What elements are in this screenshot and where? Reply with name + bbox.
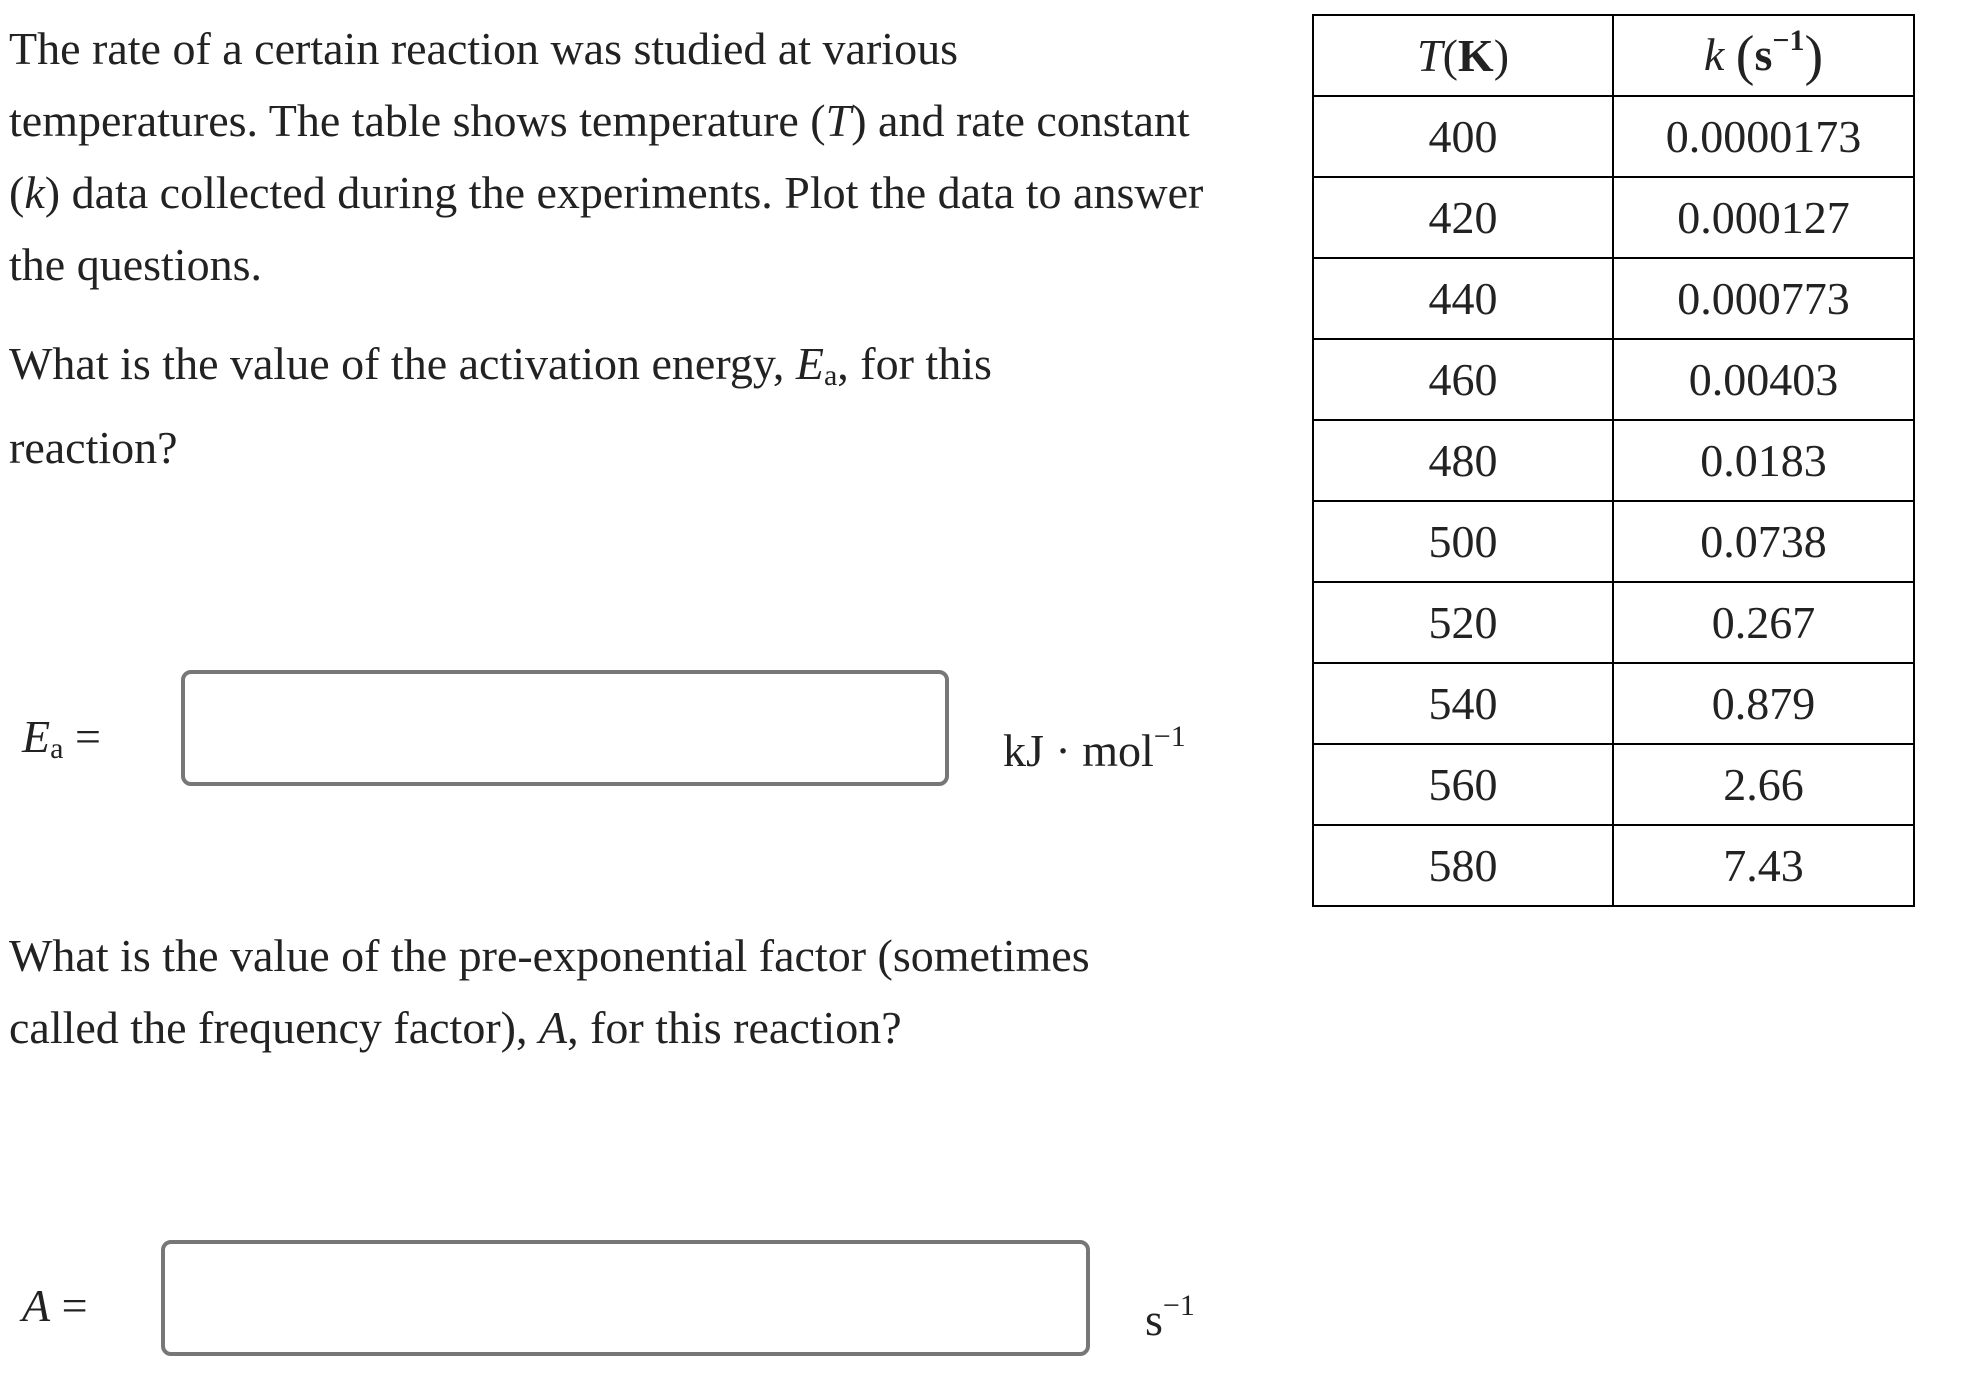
table-row bbox=[1313, 96, 1914, 177]
pre-exponential-factor-input[interactable] bbox=[161, 1240, 1090, 1356]
ea-question-text-2: , for this reaction? bbox=[9, 338, 992, 473]
intro-k-symbol: k bbox=[24, 167, 45, 218]
table-row bbox=[1313, 744, 1914, 825]
pre-exponential-question bbox=[9, 920, 1209, 1064]
cell-temperature: 520 bbox=[1313, 582, 1613, 663]
ea-question-symbol: E bbox=[795, 338, 824, 389]
cell-rate-constant: 0.00403 bbox=[1613, 339, 1914, 420]
ea-unit-superscript: −1 bbox=[1153, 720, 1186, 753]
header-t-unit: K bbox=[1457, 30, 1494, 81]
a-unit bbox=[1145, 1276, 1195, 1350]
cell-rate-constant: 0.267 bbox=[1613, 582, 1914, 663]
ea-unit-text: kJ · mol bbox=[1003, 725, 1154, 776]
ea-equals-sign: = bbox=[74, 711, 101, 762]
intro-text-3: ) data collected during the experiments. Plot the data to answer the questions. bbox=[9, 167, 1204, 290]
table-row bbox=[1313, 177, 1914, 258]
activation-energy-input[interactable] bbox=[181, 670, 949, 786]
cell-temperature: 480 bbox=[1313, 420, 1613, 501]
a-question-text-1: What is the value of the pre-exponential factor (sometimes called the frequency factor), bbox=[9, 930, 1090, 1053]
table-row bbox=[1313, 501, 1914, 582]
ea-label bbox=[22, 707, 101, 779]
cell-temperature: 540 bbox=[1313, 663, 1613, 744]
header-rate-constant bbox=[1613, 15, 1914, 96]
intro-text-1: The rate of a certain reaction was studied at various temperatures. The table shows temperature ( bbox=[9, 23, 958, 146]
a-equals-sign: = bbox=[61, 1280, 88, 1331]
header-k-symbol: k bbox=[1703, 28, 1725, 80]
cell-rate-constant: 0.000773 bbox=[1613, 258, 1914, 339]
table-row bbox=[1313, 258, 1914, 339]
cell-rate-constant: 0.0183 bbox=[1613, 420, 1914, 501]
table-row bbox=[1313, 825, 1914, 906]
a-question-symbol: A bbox=[538, 1002, 568, 1053]
cell-temperature: 500 bbox=[1313, 501, 1613, 582]
header-k-unit-superscript: −1 bbox=[1772, 23, 1805, 57]
cell-rate-constant: 0.879 bbox=[1613, 663, 1914, 744]
intro-paragraph bbox=[9, 13, 1209, 301]
table-row bbox=[1313, 339, 1914, 420]
cell-rate-constant: 2.66 bbox=[1613, 744, 1914, 825]
table-row bbox=[1313, 420, 1914, 501]
cell-temperature: 400 bbox=[1313, 96, 1613, 177]
header-t-open-paren: ( bbox=[1442, 30, 1458, 81]
intro-text-2: ) and rate constant ( bbox=[9, 95, 1190, 218]
a-label-symbol: A bbox=[22, 1280, 51, 1331]
cell-temperature: 420 bbox=[1313, 177, 1613, 258]
header-t-symbol: T bbox=[1416, 30, 1443, 81]
header-k-close-paren: ) bbox=[1804, 24, 1824, 87]
cell-temperature: 560 bbox=[1313, 744, 1613, 825]
header-t-close-paren: ) bbox=[1493, 30, 1510, 81]
cell-temperature: 580 bbox=[1313, 825, 1613, 906]
intro-t-symbol: T bbox=[825, 95, 852, 146]
activation-energy-question bbox=[9, 328, 1009, 484]
table-row bbox=[1313, 582, 1914, 663]
cell-rate-constant: 0.0000173 bbox=[1613, 96, 1914, 177]
table-row bbox=[1313, 663, 1914, 744]
temperature-rate-table bbox=[1312, 14, 1915, 907]
header-temperature bbox=[1313, 15, 1613, 96]
header-k-unit: s bbox=[1754, 28, 1773, 80]
ea-question-text-1: What is the value of the activation energy, bbox=[9, 338, 796, 389]
cell-temperature: 460 bbox=[1313, 339, 1613, 420]
ea-label-subscript: a bbox=[50, 732, 64, 765]
a-unit-text: s bbox=[1145, 1294, 1163, 1345]
a-label bbox=[22, 1276, 88, 1336]
a-question-text-2: , for this reaction? bbox=[567, 1002, 902, 1053]
cell-rate-constant: 7.43 bbox=[1613, 825, 1914, 906]
cell-rate-constant: 0.000127 bbox=[1613, 177, 1914, 258]
cell-temperature: 440 bbox=[1313, 258, 1613, 339]
a-unit-superscript: −1 bbox=[1162, 1289, 1195, 1322]
ea-unit bbox=[1003, 707, 1186, 781]
ea-label-symbol: E bbox=[22, 711, 51, 762]
header-k-open-paren: ( bbox=[1735, 24, 1755, 87]
cell-rate-constant: 0.0738 bbox=[1613, 501, 1914, 582]
table-header-row bbox=[1313, 15, 1914, 96]
ea-question-subscript: a bbox=[823, 359, 838, 392]
